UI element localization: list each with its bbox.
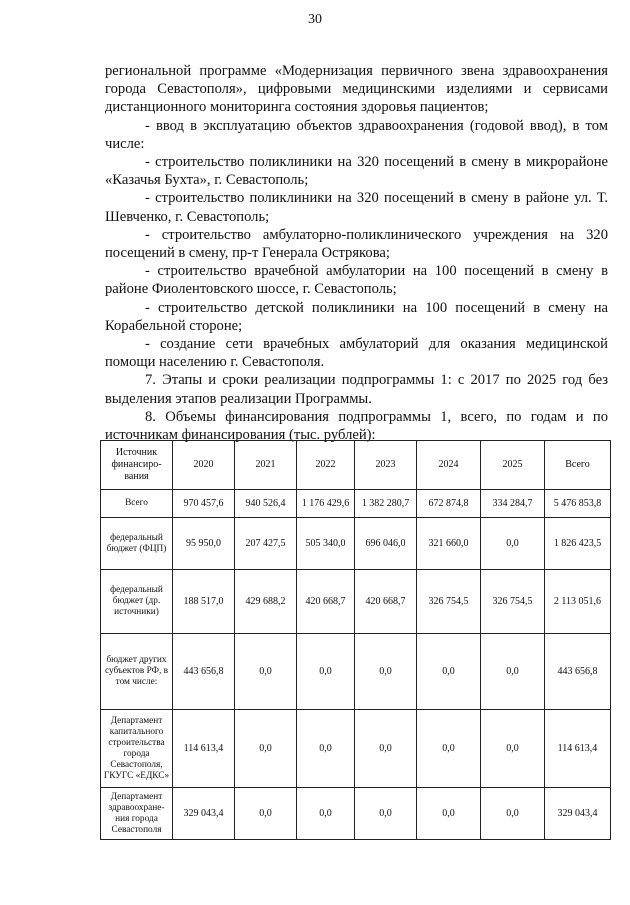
table-cell: 0,0 xyxy=(417,788,481,840)
paragraph: - строительство амбулаторно-поликлинического учреждения на 320 посещений в смену, пр-т Генерала Острякова; xyxy=(105,226,608,262)
table-cell: 207 427,5 xyxy=(235,518,297,570)
table-cell: 505 340,0 xyxy=(297,518,355,570)
table-cell: 420 668,7 xyxy=(355,570,417,634)
table-cell: 1 382 280,7 xyxy=(355,490,417,518)
table-cell: 5 476 853,8 xyxy=(545,490,611,518)
page-number: 30 xyxy=(308,12,322,27)
table-row xyxy=(101,710,611,788)
table-row xyxy=(101,634,611,710)
row-source: бюджет других субъектов РФ, в том числе: xyxy=(101,634,173,710)
table-cell: 334 284,7 xyxy=(481,490,545,518)
table-cell: 0,0 xyxy=(297,788,355,840)
paragraph: 7. Этапы и сроки реализации подпрограммы 1: с 2017 по 2025 год без выделения этапов реализации Программы. xyxy=(105,372,608,407)
table-cell: 443 656,8 xyxy=(173,634,235,710)
table-row xyxy=(101,490,611,518)
paragraph: - строительство детской поликлиники на 100 посещений в смену на Корабельной стороне; xyxy=(105,299,608,334)
row-source: федеральный бюджет (др. источники) xyxy=(101,570,173,634)
table-row xyxy=(101,570,611,634)
table-cell: 1 176 429,6 xyxy=(297,490,355,518)
table-cell: 0,0 xyxy=(481,788,545,840)
header-cell: 2022 xyxy=(297,441,355,490)
header-cell: 2023 xyxy=(355,441,417,490)
row-source: Департамент капитального строительства города Севастополя, ГКУГС «ЕДКС» xyxy=(101,710,173,788)
header-cell: 2020 xyxy=(173,441,235,490)
table-cell: 696 046,0 xyxy=(355,518,417,570)
table-cell: 95 950,0 xyxy=(173,518,235,570)
table-cell: 188 517,0 xyxy=(173,570,235,634)
table-cell: 940 526,4 xyxy=(235,490,297,518)
table-cell: 0,0 xyxy=(297,710,355,788)
table-cell: 970 457,6 xyxy=(173,490,235,518)
paragraph: - строительство поликлиники на 320 посещений в смену в районе ул. Т. Шевченко, г. Севастополь; xyxy=(105,190,608,225)
table-cell: 0,0 xyxy=(355,788,417,840)
table-cell: 0,0 xyxy=(481,634,545,710)
table-cell: 0,0 xyxy=(481,518,545,570)
table-cell: 0,0 xyxy=(235,634,297,710)
table-row xyxy=(101,788,611,840)
body-text xyxy=(105,62,608,444)
paragraph: - создание сети врачебных амбулаторий для оказания медицинской помощи населению г. Севастополя. xyxy=(105,336,608,371)
table-cell: 0,0 xyxy=(481,710,545,788)
table-cell: 0,0 xyxy=(355,710,417,788)
row-source: федеральный бюджет (ФЦП) xyxy=(101,518,173,570)
table-cell: 329 043,4 xyxy=(545,788,611,840)
table-row xyxy=(101,518,611,570)
table-cell: 672 874,8 xyxy=(417,490,481,518)
table-cell: 443 656,8 xyxy=(545,634,611,710)
row-source: Департамент здравоохране-ния города Севастополя xyxy=(101,788,173,840)
header-cell: 2024 xyxy=(417,441,481,490)
table-cell: 329 043,4 xyxy=(173,788,235,840)
table-cell: 420 668,7 xyxy=(297,570,355,634)
table-cell: 326 754,5 xyxy=(417,570,481,634)
table-cell: 0,0 xyxy=(417,710,481,788)
table-cell: 1 826 423,5 xyxy=(545,518,611,570)
financing-table xyxy=(100,440,611,840)
row-source: Всего xyxy=(101,490,173,518)
table-cell: 114 613,4 xyxy=(173,710,235,788)
paragraph: - ввод в эксплуатацию объектов здравоохранения (годовой ввод), в том числе: xyxy=(105,117,608,152)
table-cell: 321 660,0 xyxy=(417,518,481,570)
header-cell: 2021 xyxy=(235,441,297,490)
table-cell: 114 613,4 xyxy=(545,710,611,788)
table-cell: 326 754,5 xyxy=(481,570,545,634)
table-cell: 0,0 xyxy=(235,710,297,788)
table-cell: 0,0 xyxy=(297,634,355,710)
header-source: Источник финансиро-вания xyxy=(101,441,173,490)
table-cell: 0,0 xyxy=(235,788,297,840)
table-cell: 2 113 051,6 xyxy=(545,570,611,634)
paragraph: - строительство врачебной амбулатории на 100 посещений в смену в районе Фиолентовского шоссе, г. Севастополь; xyxy=(105,263,608,298)
header-cell: 2025 xyxy=(481,441,545,490)
table-cell: 429 688,2 xyxy=(235,570,297,634)
paragraph: региональной программе «Модернизация первичного звена здравоохранения города Севастополя», цифровыми медицинскими изделиями и сервисами дистанционного мониторинга состояния здоровья пациентов; xyxy=(105,63,608,116)
header-cell: Всего xyxy=(545,441,611,490)
table-cell: 0,0 xyxy=(417,634,481,710)
paragraph: - строительство поликлиники на 320 посещений в смену в микрорайоне «Казачья Бухта», г. Севастополь; xyxy=(105,154,608,189)
paragraph: 8. Объемы финансирования подпрограммы 1, всего, по годам и по источникам финансирования (тыс. рублей): xyxy=(105,408,608,444)
table-header-row xyxy=(101,441,611,490)
table-cell: 0,0 xyxy=(355,634,417,710)
